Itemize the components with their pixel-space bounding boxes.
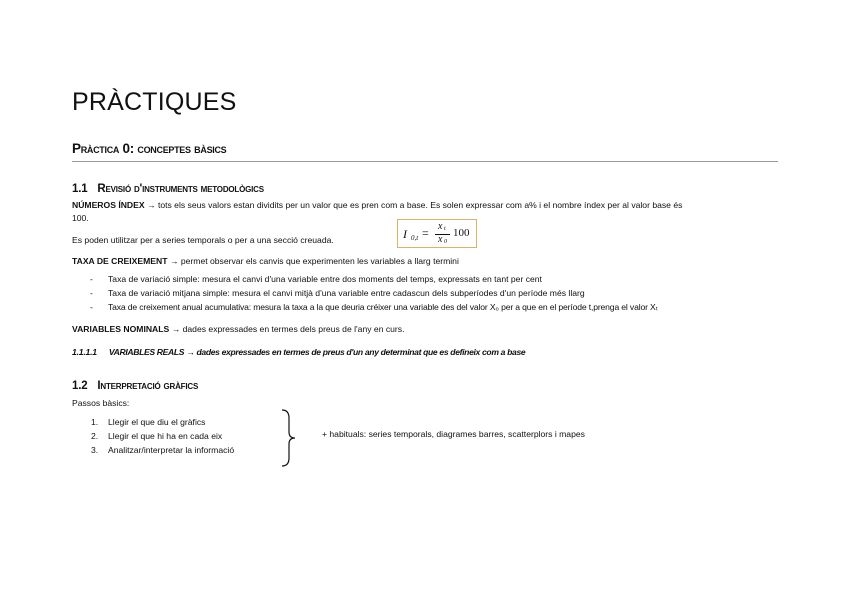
habituals-note: + habituals: series temporals, diagrames barres, scatterplors i mapes <box>322 429 585 439</box>
formula-equals: = <box>422 226 429 240</box>
steps-intro: Passos bàsics: <box>72 398 130 408</box>
formula-denominator: x <box>438 234 443 245</box>
nominal-paragraph <box>72 323 404 335</box>
nominal-text: → dades expressades en termes dels preus de l'any en curs. <box>169 324 405 334</box>
formula-lhs: I <box>403 227 407 241</box>
step-number: 1. <box>91 417 99 427</box>
subsection-number: 1.2 <box>72 380 88 392</box>
subsubsection-text: VARIABLES REALS → dades expressades en termes de preus d'un any determinat que es defineix com a base <box>108 347 526 357</box>
formula-factor: 100 <box>453 227 470 239</box>
index-paragraph <box>72 199 682 211</box>
subsection-heading-1-2 <box>72 380 198 392</box>
list-item: Analitzar/interpretar la informació <box>108 445 235 455</box>
nominal-term: VARIABLES NOMINALS <box>72 324 170 334</box>
series-paragraph: Es poden utilitzar per a series temporals o per a una secció creuada. <box>72 235 334 245</box>
formula-denominator-sub: 0 <box>444 239 447 245</box>
subsection-title: Revisió d'instruments metodològics <box>97 183 264 195</box>
subsection-heading-1-1 <box>72 183 264 195</box>
document-title: PRÀCTIQUES <box>72 88 237 116</box>
section-divider <box>72 161 778 162</box>
index-formula <box>397 219 477 248</box>
taxa-paragraph <box>72 255 459 267</box>
list-item: Taxa de variació simple: mesura el canvi d'una variable entre dos moments del temps, expressats en tant per cent <box>108 274 542 284</box>
step-number: 2. <box>91 431 99 441</box>
formula-numerator: x <box>438 221 443 232</box>
subsubsection-number: 1.1.1.1 <box>72 347 97 357</box>
subsubsection-heading <box>72 347 525 357</box>
list-item: Llegir el que hi ha en cada eix <box>108 431 223 441</box>
right-brace-icon <box>280 408 300 468</box>
subsection-number: 1.1 <box>72 183 88 195</box>
formula-numerator-sub: t <box>444 226 446 232</box>
index-text: → tots els seus valors estan dividits per un valor que es pren com a base. Es solen expressar com a% i el nombre índex per al valor base és <box>144 200 683 210</box>
index-paragraph-cont: 100. <box>72 213 89 223</box>
formula-lhs-sub: 0,t <box>411 234 419 242</box>
list-item: Taxa de variació mitjana simple: mesura el canvi mitjà d'una variable entre cadascun dels subperíodes d'un període més llarg <box>108 288 585 298</box>
list-item: Llegir el que diu el gràfics <box>108 417 206 427</box>
section-heading: Pràctica 0: conceptes bàsics <box>72 141 227 156</box>
subsection-title: Interpretació gràfics <box>97 380 199 392</box>
bullet-dash: - <box>90 302 93 312</box>
index-term: NÚMEROS ÍNDEX <box>72 200 145 210</box>
bullet-dash: - <box>90 288 93 298</box>
list-item: Taxa de creixement anual acumulativa: mesura la taxa a la que deuria créixer una variable des del valor X₀ per a que en el període t,prenga el valor Xₜ <box>108 302 659 312</box>
bullet-dash: - <box>90 274 93 284</box>
taxa-text: → permet observar els canvis que experimenten les variables a llarg termini <box>167 256 459 266</box>
step-number: 3. <box>91 445 99 455</box>
taxa-term: TAXA DE CREIXEMENT <box>72 256 168 266</box>
